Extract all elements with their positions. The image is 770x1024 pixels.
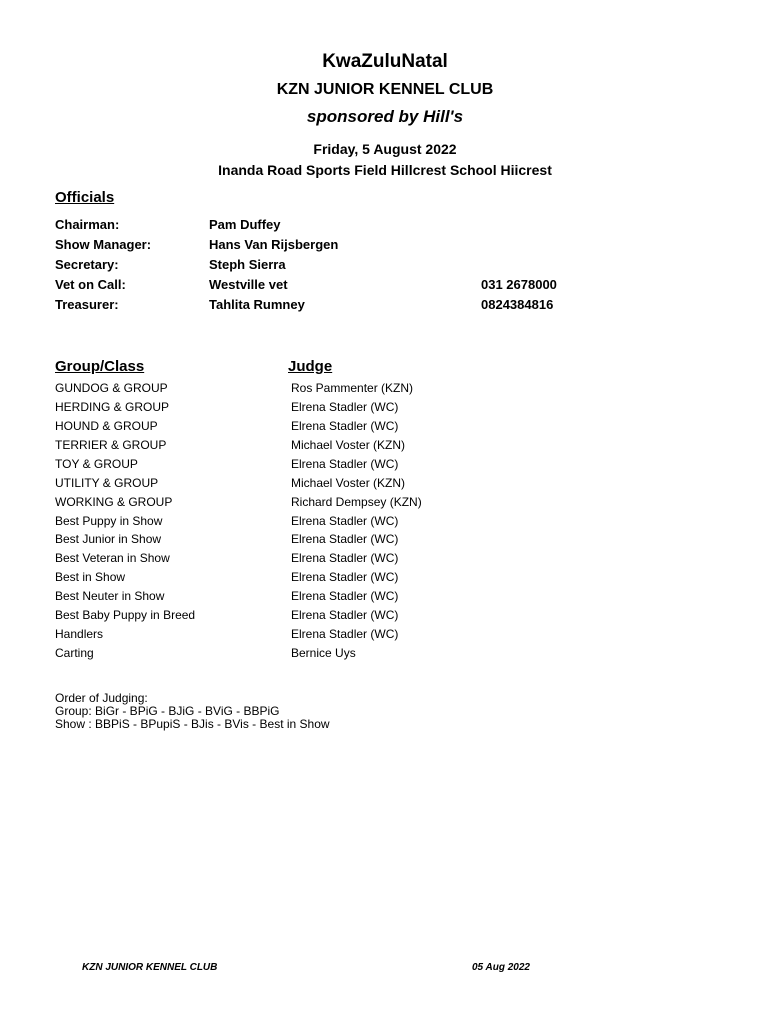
group-class-heading: Group/Class bbox=[55, 358, 145, 375]
show-venue: Inanda Road Sports Field Hillcrest School Hiicrest bbox=[218, 162, 552, 178]
order-title: Order of Judging: bbox=[55, 691, 148, 705]
group-class-cell: HOUND & GROUP bbox=[55, 419, 158, 433]
official-role: Chairman: bbox=[55, 217, 120, 232]
group-class-cell: UTILITY & GROUP bbox=[55, 476, 159, 490]
group-class-cell: Best Baby Puppy in Breed bbox=[55, 608, 196, 622]
official-name: Westville vet bbox=[209, 277, 288, 292]
judge-cell: Elrena Stadler (WC) bbox=[291, 400, 399, 414]
group-class-cell: Best in Show bbox=[55, 570, 126, 584]
group-class-cell: Carting bbox=[55, 646, 94, 660]
group-class-cell: HERDING & GROUP bbox=[55, 400, 170, 414]
judge-cell: Richard Dempsey (KZN) bbox=[291, 495, 422, 509]
group-class-cell: Best Puppy in Show bbox=[55, 514, 163, 528]
group-class-cell: GUNDOG & GROUP bbox=[55, 381, 168, 395]
judge-cell: Michael Voster (KZN) bbox=[291, 476, 406, 490]
official-role: Show Manager: bbox=[55, 237, 152, 252]
footer-date: 05 Aug 2022 bbox=[472, 962, 530, 973]
officials-heading: Officials bbox=[55, 189, 115, 206]
judge-cell: Elrena Stadler (WC) bbox=[291, 589, 399, 603]
official-role: Treasurer: bbox=[55, 297, 119, 312]
official-name: Steph Sierra bbox=[209, 257, 286, 272]
judge-cell: Ros Pammenter (KZN) bbox=[291, 381, 414, 395]
judge-cell: Bernice Uys bbox=[291, 646, 356, 660]
official-role: Secretary: bbox=[55, 257, 119, 272]
group-class-cell: TERRIER & GROUP bbox=[55, 438, 167, 452]
judge-heading: Judge bbox=[288, 358, 333, 375]
group-class-cell: Handlers bbox=[55, 627, 104, 641]
official-name: Pam Duffey bbox=[209, 217, 281, 232]
group-class-cell: Best Veteran in Show bbox=[55, 551, 170, 565]
sponsor-line: sponsored by Hill's bbox=[306, 107, 464, 126]
judge-cell: Elrena Stadler (WC) bbox=[291, 514, 399, 528]
club-title: KZN JUNIOR KENNEL CLUB bbox=[276, 81, 494, 98]
group-class-cell: Best Neuter in Show bbox=[55, 589, 165, 603]
official-name: Tahlita Rumney bbox=[209, 297, 305, 312]
official-role: Vet on Call: bbox=[55, 277, 126, 292]
order-group-line: Group: BiGr - BPiG - BJiG - BViG - BBPiG bbox=[55, 704, 280, 718]
judge-cell: Elrena Stadler (WC) bbox=[291, 627, 399, 641]
official-name: Hans Van Rijsbergen bbox=[209, 237, 339, 252]
show-date: Friday, 5 August 2022 bbox=[313, 141, 457, 157]
judge-cell: Elrena Stadler (WC) bbox=[291, 570, 399, 584]
judge-cell: Elrena Stadler (WC) bbox=[291, 608, 399, 622]
order-of-judging bbox=[55, 692, 330, 731]
group-class-cell: WORKING & GROUP bbox=[55, 495, 173, 509]
footer-club: KZN JUNIOR KENNEL CLUB bbox=[82, 962, 218, 973]
judge-cell: Elrena Stadler (WC) bbox=[291, 532, 399, 546]
region-title: KwaZuluNatal bbox=[322, 51, 448, 72]
judge-cell: Elrena Stadler (WC) bbox=[291, 419, 399, 433]
group-class-cell: TOY & GROUP bbox=[55, 457, 138, 471]
judge-cell: Elrena Stadler (WC) bbox=[291, 457, 399, 471]
judge-cell: Michael Voster (KZN) bbox=[291, 438, 406, 452]
judge-cell: Elrena Stadler (WC) bbox=[291, 551, 399, 565]
official-phone: 0824384816 bbox=[481, 297, 554, 312]
order-show-line: Show : BBPiS - BPupiS - BJis - BVis - Best in Show bbox=[55, 717, 330, 731]
group-class-cell: Best Junior in Show bbox=[55, 532, 162, 546]
official-phone: 031 2678000 bbox=[481, 277, 557, 292]
